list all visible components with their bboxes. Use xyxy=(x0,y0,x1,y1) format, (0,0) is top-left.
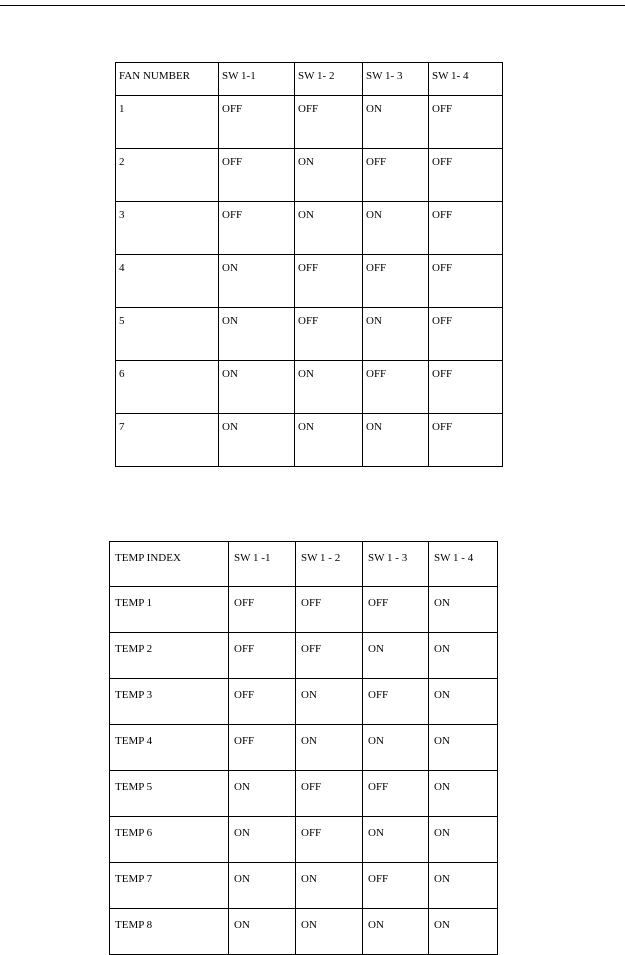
switch-cell: ON xyxy=(295,202,363,255)
switch-cell: OFF xyxy=(229,633,296,679)
switch-cell: ON xyxy=(429,725,498,771)
switch-cell: ON xyxy=(219,361,295,414)
switch-cell: ON xyxy=(429,863,498,909)
switch-cell: OFF xyxy=(429,308,503,361)
switch-cell: ON xyxy=(229,863,296,909)
table-row xyxy=(110,863,498,909)
switch-cell: ON xyxy=(429,909,498,955)
fan-number-cell: 5 xyxy=(116,308,219,361)
sw-1-4-header: SW 1- 4 xyxy=(429,63,503,96)
switch-cell: OFF xyxy=(363,587,429,633)
sw-1-3-header: SW 1 - 3 xyxy=(363,542,429,587)
sw-1-2-header: SW 1 - 2 xyxy=(296,542,363,587)
table-row xyxy=(110,633,498,679)
switch-cell: ON xyxy=(429,633,498,679)
switch-cell: ON xyxy=(295,361,363,414)
switch-cell: OFF xyxy=(363,771,429,817)
switch-cell: ON xyxy=(363,817,429,863)
switch-cell: ON xyxy=(229,909,296,955)
switch-cell: OFF xyxy=(429,361,503,414)
switch-cell: ON xyxy=(363,202,429,255)
temp-index-cell: TEMP 3 xyxy=(110,679,229,725)
switch-cell: ON xyxy=(296,725,363,771)
switch-cell: OFF xyxy=(363,255,429,308)
temp-switch-table xyxy=(109,541,498,955)
switch-cell: OFF xyxy=(229,679,296,725)
switch-cell: OFF xyxy=(219,96,295,149)
switch-cell: ON xyxy=(429,587,498,633)
fan-number-header: FAN NUMBER xyxy=(116,63,219,96)
fan-number-cell: 7 xyxy=(116,414,219,467)
switch-cell: OFF xyxy=(296,633,363,679)
switch-cell: OFF xyxy=(219,149,295,202)
switch-cell: ON xyxy=(363,308,429,361)
temp-index-cell: TEMP 1 xyxy=(110,587,229,633)
table-row xyxy=(116,96,503,149)
switch-cell: ON xyxy=(429,817,498,863)
switch-cell: OFF xyxy=(295,308,363,361)
fan-number-cell: 3 xyxy=(116,202,219,255)
switch-cell: ON xyxy=(296,863,363,909)
fan-number-cell: 6 xyxy=(116,361,219,414)
switch-cell: OFF xyxy=(295,96,363,149)
switch-cell: ON xyxy=(429,771,498,817)
switch-cell: OFF xyxy=(296,817,363,863)
sw-1-1-header: SW 1-1 xyxy=(219,63,295,96)
table-row xyxy=(116,149,503,202)
table-row xyxy=(110,771,498,817)
temp-index-cell: TEMP 2 xyxy=(110,633,229,679)
switch-cell: OFF xyxy=(363,679,429,725)
sw-1-4-header: SW 1 - 4 xyxy=(429,542,498,587)
switch-cell: OFF xyxy=(219,202,295,255)
sw-1-2-header: SW 1- 2 xyxy=(295,63,363,96)
table-row xyxy=(110,909,498,955)
switch-cell: ON xyxy=(363,725,429,771)
fan-switch-table xyxy=(115,62,503,467)
switch-cell: OFF xyxy=(363,863,429,909)
table-row xyxy=(110,725,498,771)
switch-cell: ON xyxy=(363,909,429,955)
switch-cell: ON xyxy=(363,633,429,679)
switch-cell: OFF xyxy=(429,255,503,308)
switch-cell: ON xyxy=(363,96,429,149)
switch-cell: OFF xyxy=(296,587,363,633)
switch-cell: OFF xyxy=(296,771,363,817)
page-header-rule xyxy=(0,5,625,6)
switch-cell: OFF xyxy=(429,149,503,202)
table-row xyxy=(110,587,498,633)
switch-cell: ON xyxy=(295,149,363,202)
switch-cell: ON xyxy=(229,817,296,863)
switch-cell: OFF xyxy=(295,255,363,308)
switch-cell: ON xyxy=(229,771,296,817)
temp-index-cell: TEMP 4 xyxy=(110,725,229,771)
switch-cell: ON xyxy=(296,909,363,955)
fan-number-cell: 4 xyxy=(116,255,219,308)
switch-cell: OFF xyxy=(429,96,503,149)
temp-index-header: TEMP INDEX xyxy=(110,542,229,587)
table-row xyxy=(110,679,498,725)
table-row xyxy=(116,361,503,414)
switch-cell: ON xyxy=(219,414,295,467)
temp-index-cell: TEMP 7 xyxy=(110,863,229,909)
switch-cell: ON xyxy=(429,679,498,725)
table-header-row xyxy=(116,63,503,96)
switch-cell: ON xyxy=(296,679,363,725)
fan-number-cell: 1 xyxy=(116,96,219,149)
switch-cell: ON xyxy=(219,308,295,361)
temp-index-cell: TEMP 5 xyxy=(110,771,229,817)
switch-cell: OFF xyxy=(429,202,503,255)
switch-cell: OFF xyxy=(229,725,296,771)
switch-cell: OFF xyxy=(429,414,503,467)
table-row xyxy=(116,414,503,467)
sw-1-3-header: SW 1- 3 xyxy=(363,63,429,96)
sw-1-1-header: SW 1 -1 xyxy=(229,542,296,587)
table-row xyxy=(116,202,503,255)
temp-index-cell: TEMP 8 xyxy=(110,909,229,955)
table-header-row xyxy=(110,542,498,587)
fan-number-cell: 2 xyxy=(116,149,219,202)
temp-index-cell: TEMP 6 xyxy=(110,817,229,863)
switch-cell: OFF xyxy=(363,149,429,202)
switch-cell: OFF xyxy=(363,361,429,414)
switch-cell: ON xyxy=(219,255,295,308)
switch-cell: ON xyxy=(295,414,363,467)
table-row xyxy=(116,255,503,308)
table-row xyxy=(110,817,498,863)
table-row xyxy=(116,308,503,361)
switch-cell: ON xyxy=(363,414,429,467)
switch-cell: OFF xyxy=(229,587,296,633)
